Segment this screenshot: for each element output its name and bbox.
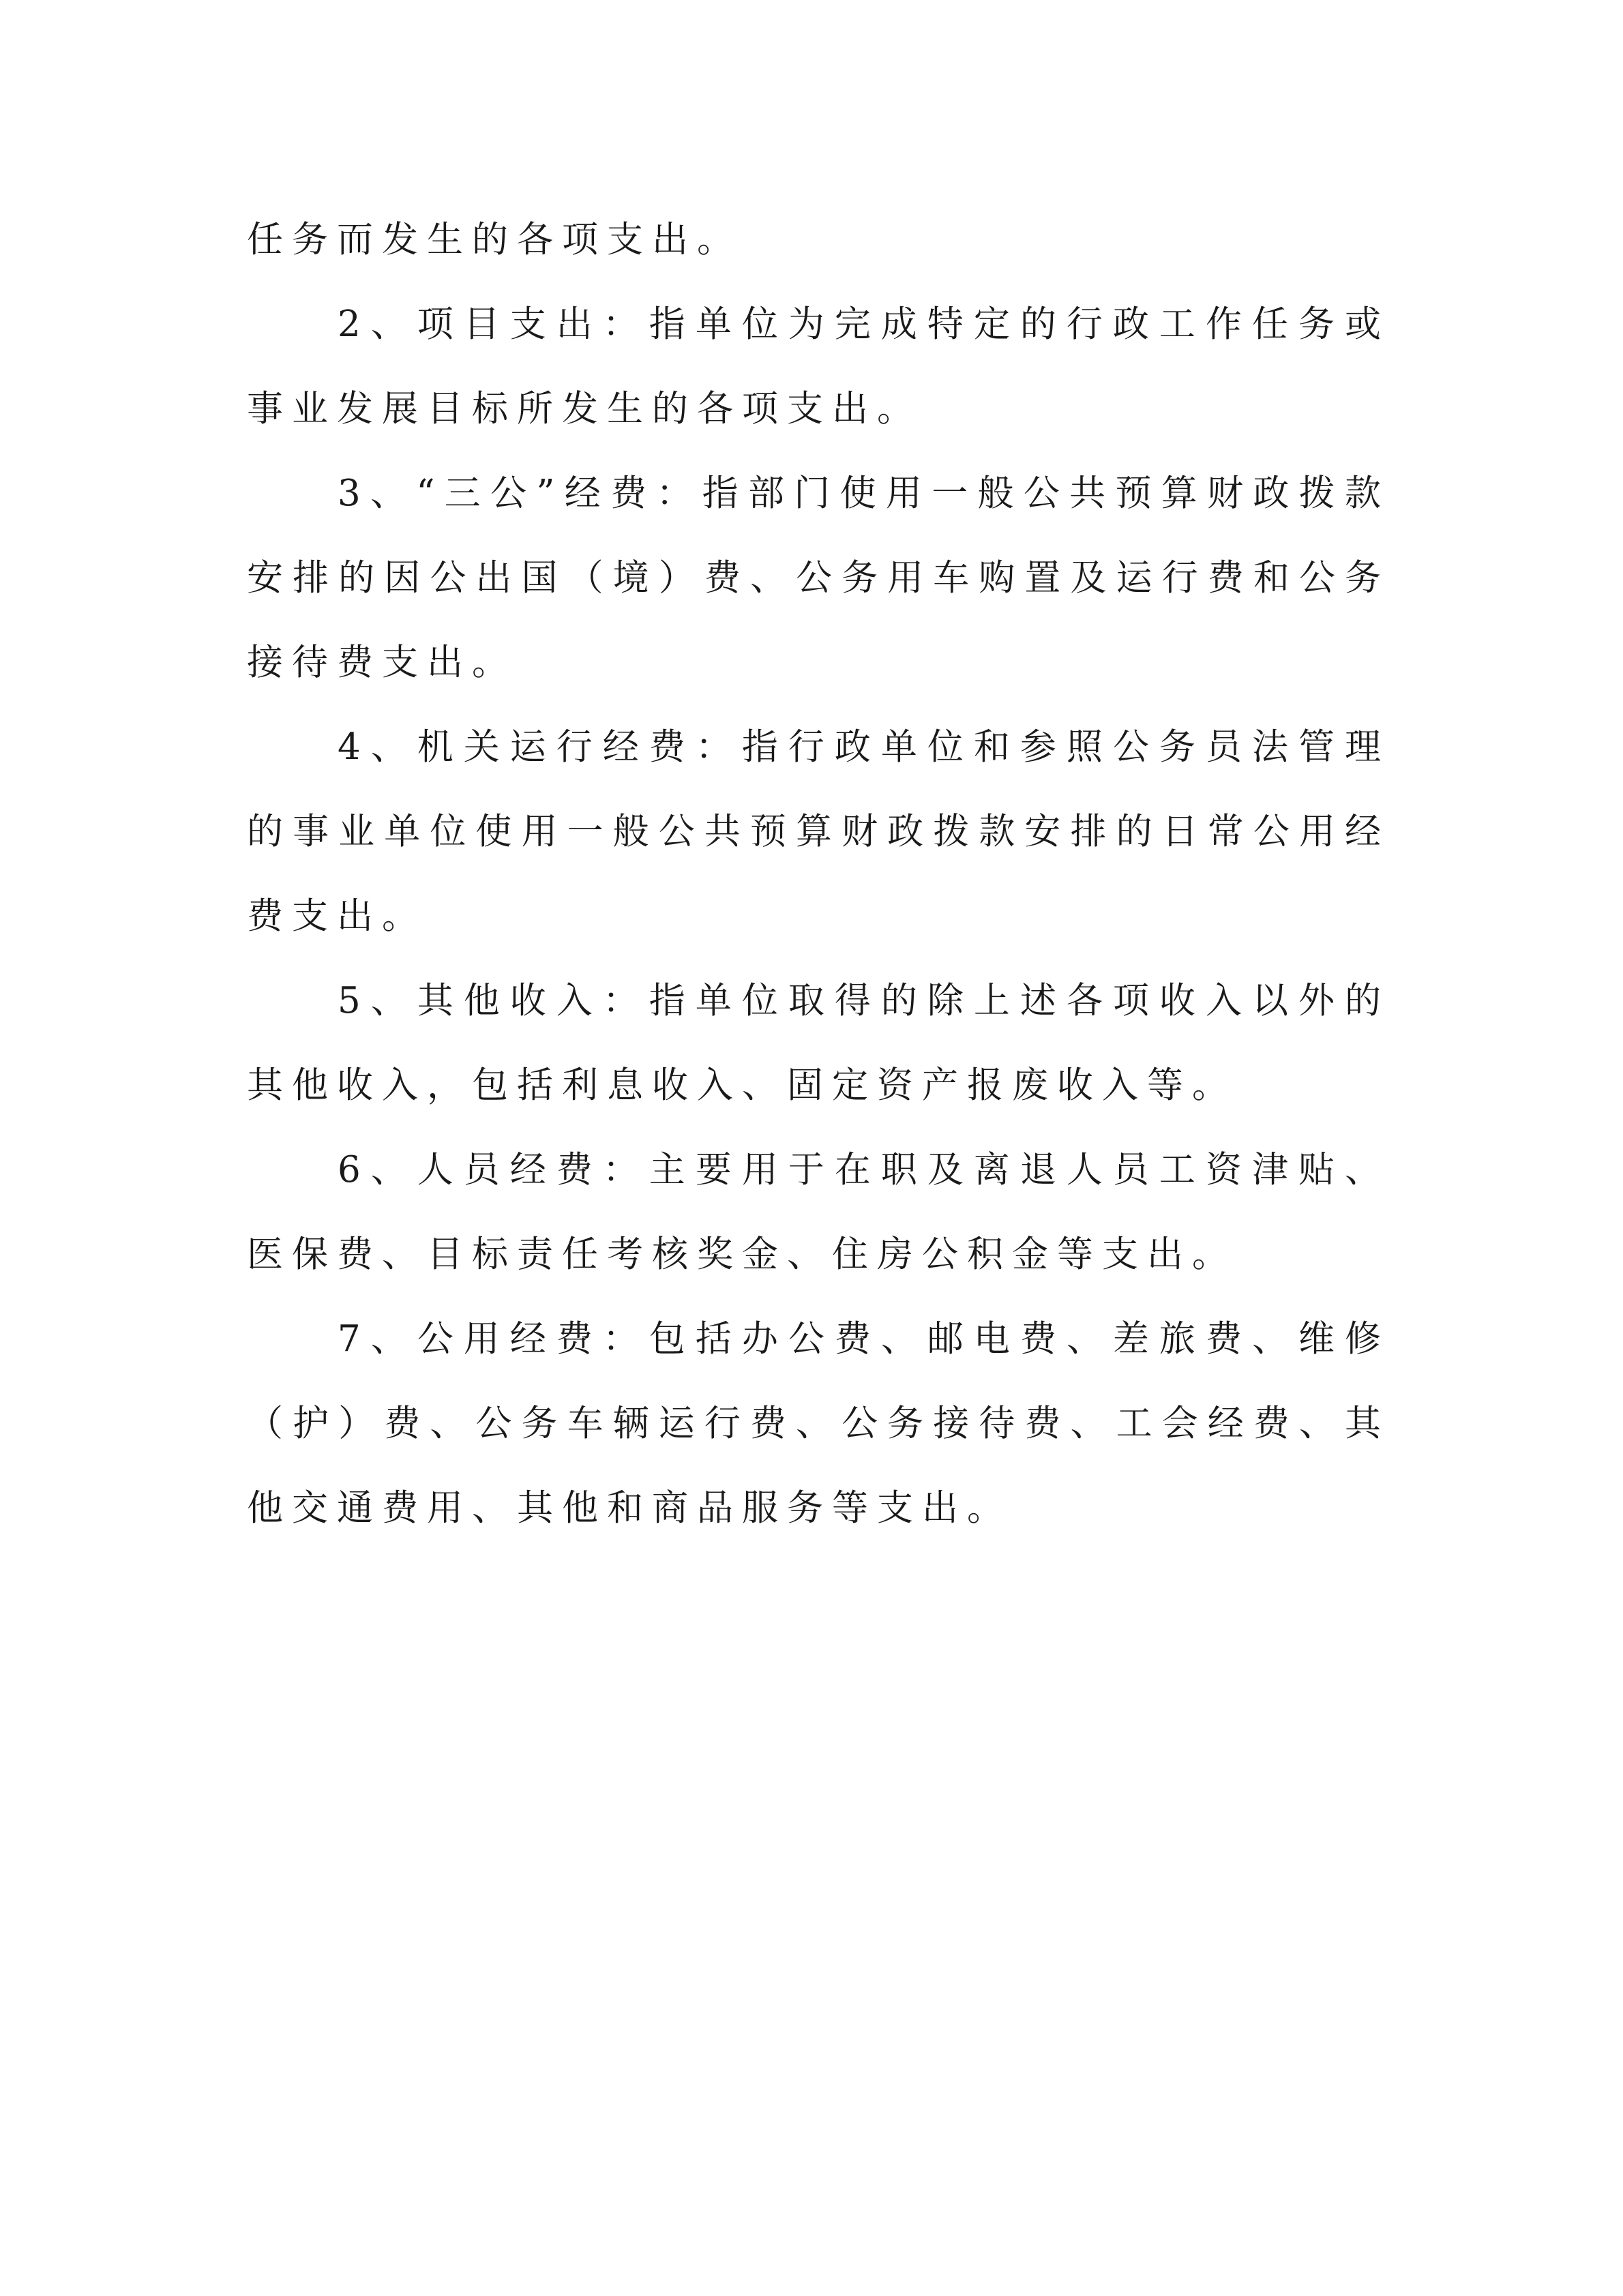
document-body	[247, 198, 1390, 1551]
paragraph-agency-operating-expenses: 4、机关运行经费：指行政单位和参照公务员法管理的事业单位使用一般公共预算财政拨款安排的日常公用经费支出。	[247, 726, 1390, 937]
paragraph-personnel-expenses: 6、人员经费：主要用于在职及离退人员工资津贴、医保费、目标责任考核奖金、住房公积金等支出。	[247, 1149, 1390, 1275]
paragraph-three-public-expenses: 3、“三公”经费：指部门使用一般公共预算财政拨款安排的因公出国（境）费、公务用车购置及运行费和公务接待费支出。	[247, 473, 1390, 683]
paragraph-other-income: 5、其他收入：指单位取得的除上述各项收入以外的其他收入，包括利息收入、固定资产报废收入等。	[247, 980, 1390, 1106]
paragraph-continuation: 任务而发生的各项支出。	[247, 219, 742, 260]
paragraph-public-expenses: 7、公用经费：包括办公费、邮电费、差旅费、维修（护）费、公务车辆运行费、公务接待费、工会经费、其他交通费用、其他和商品服务等支出。	[247, 1318, 1390, 1529]
paragraph-project-expenditure: 2、项目支出：指单位为完成特定的行政工作任务或事业发展目标所发生的各项支出。	[247, 303, 1390, 430]
